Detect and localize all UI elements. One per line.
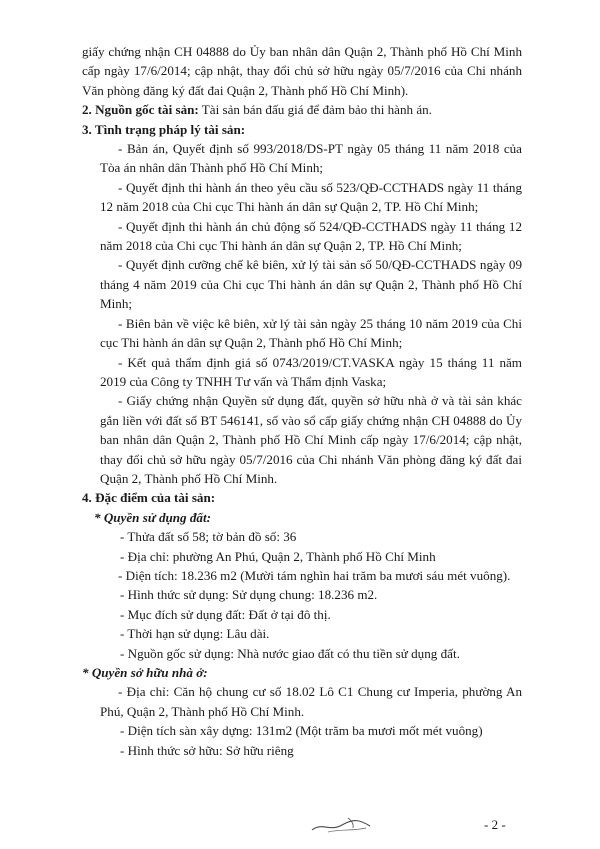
house-item: - Hình thức sở hữu: Sở hữu riêng	[120, 742, 294, 758]
house-item: - Diện tích sàn xây dựng: 131m2 (Một trăm ba mươi mốt mét vuông)	[120, 723, 483, 739]
land-item: - Thời hạn sử dụng: Lâu dài.	[120, 626, 270, 642]
land-item: - Diện tích: 18.236 m2 (Mười tám nghìn hai trăm ba mươi sáu mét vuông).	[118, 567, 511, 583]
intro-paragraph: giấy chứng nhận CH 04888 do Ủy ban nhân dân Quận 2, Thành phố Hồ Chí Minh cấp ngày 17/6/2014; cập nhật, thay đổi chủ sở hữu ngày 05/7/2016 của Chi nhánh Văn phòng đăng ký đất đai Quận 2, Thành phố Hồ Chí Minh).	[82, 44, 522, 98]
house-rights-heading: * Quyền sở hữu nhà ở:	[82, 665, 208, 680]
land-item: - Thửa đất số 58; tờ bản đồ số: 36	[120, 529, 297, 545]
legal-item: - Quyết định thi hành án chủ động số 524/QĐ-CCTHADS ngày 11 tháng 12 năm 2018 của Chi cục Thi hành án dân sự Quận 2, TP. Hồ Chí Minh;	[100, 218, 522, 254]
section-3-heading: 3. Tình trạng pháp lý tài sản:	[82, 121, 246, 137]
page-footer	[0, 812, 600, 842]
section-2-text: Tài sản bán đấu giá để đảm bảo thi hành án.	[198, 102, 432, 118]
land-item: - Mục đích sử dụng đất: Đất ở tại đô thị.	[120, 606, 331, 622]
legal-item: - Bản án, Quyết định số 993/2018/DS-PT ngày 05 tháng 11 năm 2018 của Tòa án nhân dân Thành phố Hồ Chí Minh;	[100, 141, 522, 176]
section-4-heading: 4. Đặc điểm của tài sản:	[82, 490, 216, 506]
page-number: - 2 -	[484, 817, 506, 832]
land-rights-heading: * Quyền sử dụng đất:	[94, 509, 211, 525]
land-item: - Nguồn gốc sử dụng: Nhà nước giao đất có thu tiền sử dụng đất.	[120, 645, 460, 661]
signature-mark-icon	[308, 812, 388, 836]
section-2-heading: 2. Nguồn gốc tài sản:	[82, 102, 199, 118]
document-body	[82, 42, 522, 760]
section-2	[82, 100, 522, 119]
legal-item: - Biên bản về việc kê biên, xử lý tài sản ngày 25 tháng 10 năm 2019 của Chi cục Thi hành án dân sự Quận 2, Thành phố Hồ Chí Minh;	[100, 315, 522, 351]
legal-item: - Quyết định cưỡng chế kê biên, xử lý tài sản số 50/QĐ-CCTHADS ngày 09 tháng 4 năm 2019 của Chi cục Thi hành án dân sự Quận 2, Thành phố Hồ Chí Minh;	[100, 257, 522, 312]
land-item: - Hình thức sử dụng: Sử dụng chung: 18.236 m2.	[120, 587, 378, 603]
land-item: - Địa chỉ: phường An Phú, Quận 2, Thành phố Hồ Chí Minh	[120, 548, 436, 564]
legal-item: - Kết quả thẩm định giá số 0743/2019/CT.VASKA ngày 15 tháng 11 năm 2019 của Công ty TNHH Tư vấn và Thẩm định Vaska;	[100, 354, 522, 389]
legal-item: - Giấy chứng nhận Quyền sử dụng đất, quyền sở hữu nhà ở và tài sản khác gắn liền với đất số BT 546141, số vào sổ cấp giấy chứng nhận CH 04888 do Ủy ban nhân dân Quận 2, Thành phố Hồ Chí Minh cấp ngày 17/6/2014; cập nhật, thay đổi chủ sở hữu ngày 05/7/2016 của Chi nhánh Văn phòng đăng ký đất đai Quận 2, Thành phố Hồ Chí Minh.	[100, 393, 522, 486]
house-item: - Địa chỉ: Căn hộ chung cư số 18.02 Lô C1 Chung cư Imperia, phường An Phú, Quận 2, Thành phố Hồ Chí Minh.	[100, 684, 522, 719]
legal-item: - Quyết định thi hành án theo yêu cầu số 523/QĐ-CCTHADS ngày 11 tháng 12 năm 2018 của Chi cục Thi hành án dân sự Quận 2, TP. Hồ Chí Minh;	[100, 179, 522, 215]
